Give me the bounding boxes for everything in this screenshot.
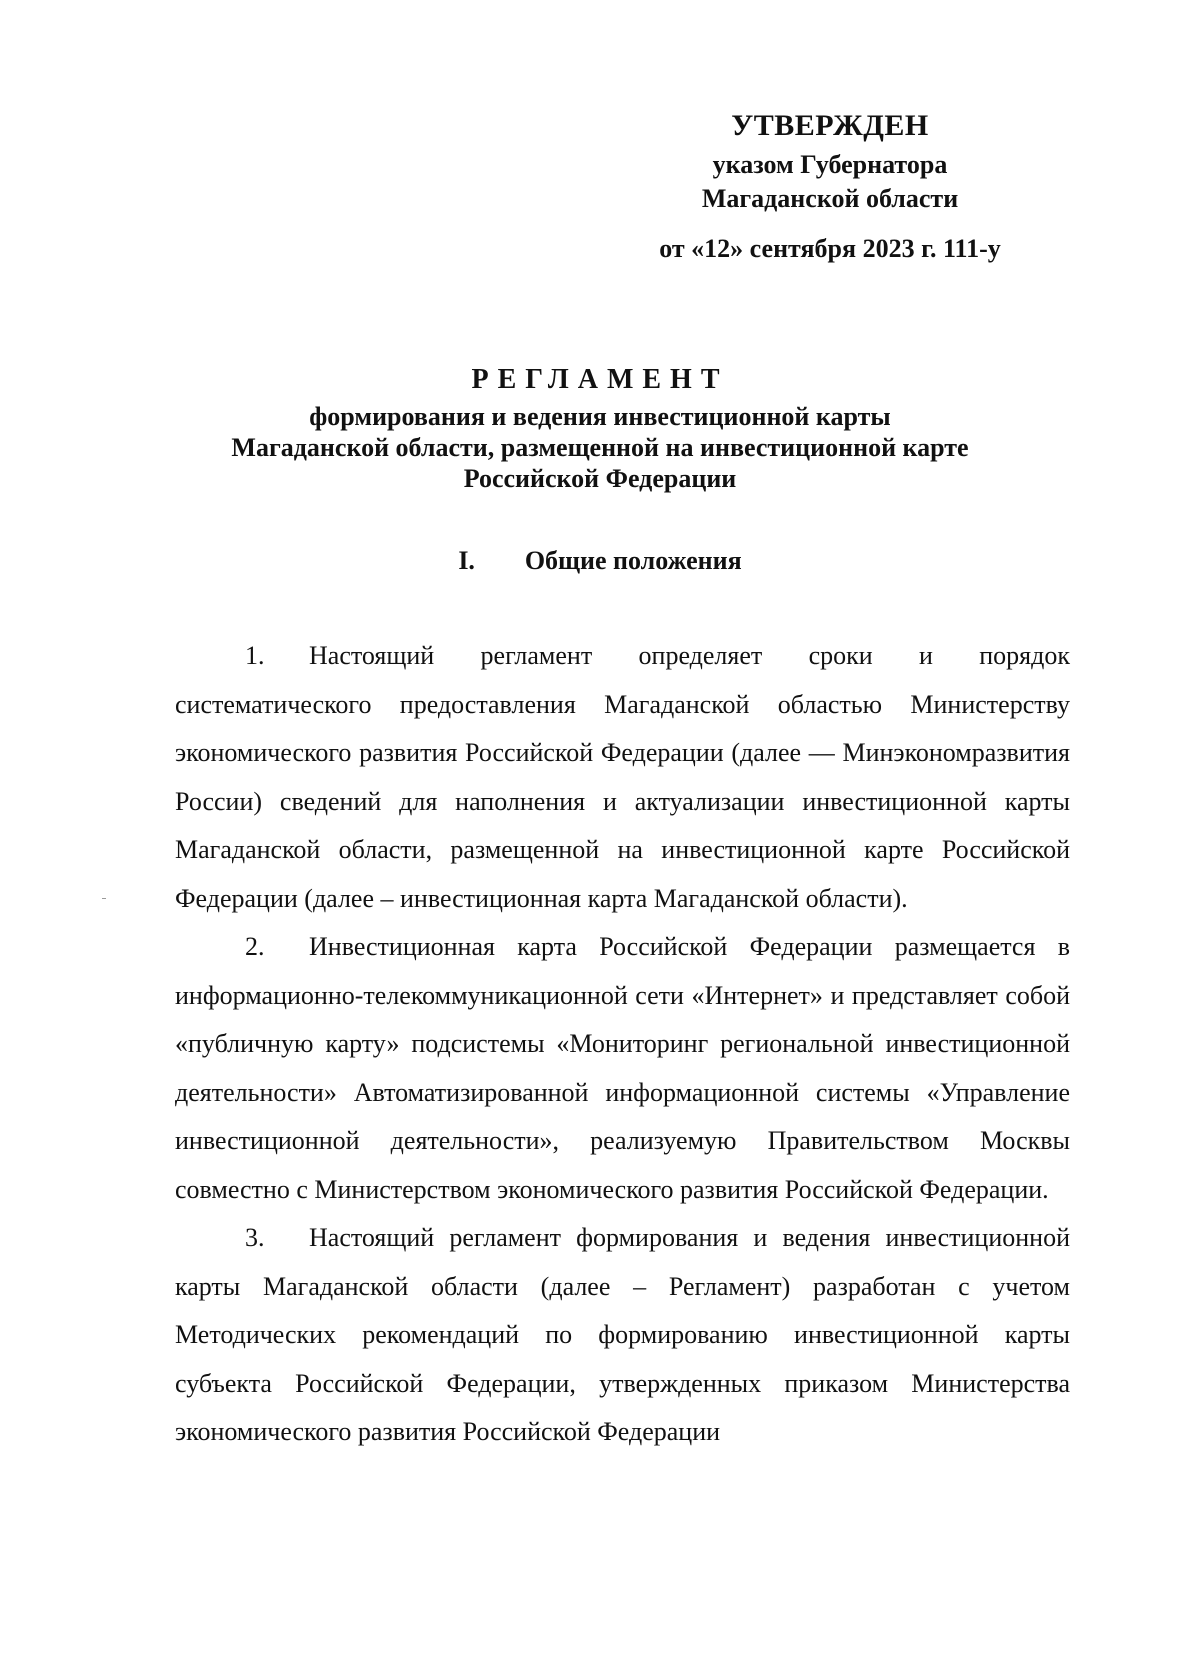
section-heading <box>150 544 1050 578</box>
paragraph-text: Инвестиционная карта Российской Федерации размещается в информационно-телекоммуникационной сети «Интернет» и представляет собой «публичную карту» подсистемы «Мониторинг региональной инвестиционной деятельности» Автоматизированной информационной системы «Управление инвестиционной деятельности», реализуемую Правительством Москвы совместно с Министерством экономического развития Российской Федерации. <box>175 932 1070 1204</box>
paragraph-number: 1. <box>245 641 265 670</box>
document-body <box>175 632 1070 1457</box>
document-title-block <box>150 360 1050 493</box>
paragraph-text: Настоящий регламент формирования и ведения инвестиционной карты Магаданской области (далее – Регламент) разработан с учетом Методических рекомендаций по формированию инвестиционной карты субъекта Российской Федерации, утвержденных приказом Министерства экономического развития Российской Федерации <box>175 1223 1070 1446</box>
approval-stamp <box>620 104 1040 266</box>
margin-mark <box>102 898 106 899</box>
paragraph-2 <box>175 923 1070 1214</box>
approval-title: УТВЕРЖДЕН <box>731 109 929 142</box>
document-subtitle-line-2: Магаданской области, размещенной на инвестиционной карте <box>231 433 969 462</box>
document-subtitle-line-3: Российской Федерации <box>463 464 737 493</box>
document-heading: РЕГЛАМЕНТ <box>471 364 729 395</box>
paragraph-number: 3. <box>245 1223 265 1252</box>
document-subtitle-line-1: формирования и ведения инвестиционной карты <box>309 402 891 431</box>
paragraph-3 <box>175 1214 1070 1457</box>
section-title: Общие положения <box>524 546 742 575</box>
paragraph-number: 2. <box>245 932 265 961</box>
paragraph-1 <box>175 632 1070 923</box>
approval-line-1: указом Губернатора <box>712 150 948 179</box>
approval-line-2: Магаданской области <box>701 184 959 213</box>
approval-date: от «12» сентября 2023 г. 111-у <box>659 234 1001 263</box>
paragraph-text: Настоящий регламент определяет сроки и порядок систематического предоставления Магаданской областью Министерству экономического развития Российской Федерации (далее — Минэкономразвития России) сведений для наполнения и актуализации инвестиционной карты Магаданской области, размещенной на инвестиционной карте Российской Федерации (далее – инвестиционная карта Магаданской области). <box>175 641 1070 913</box>
section-number: I. <box>458 546 475 575</box>
